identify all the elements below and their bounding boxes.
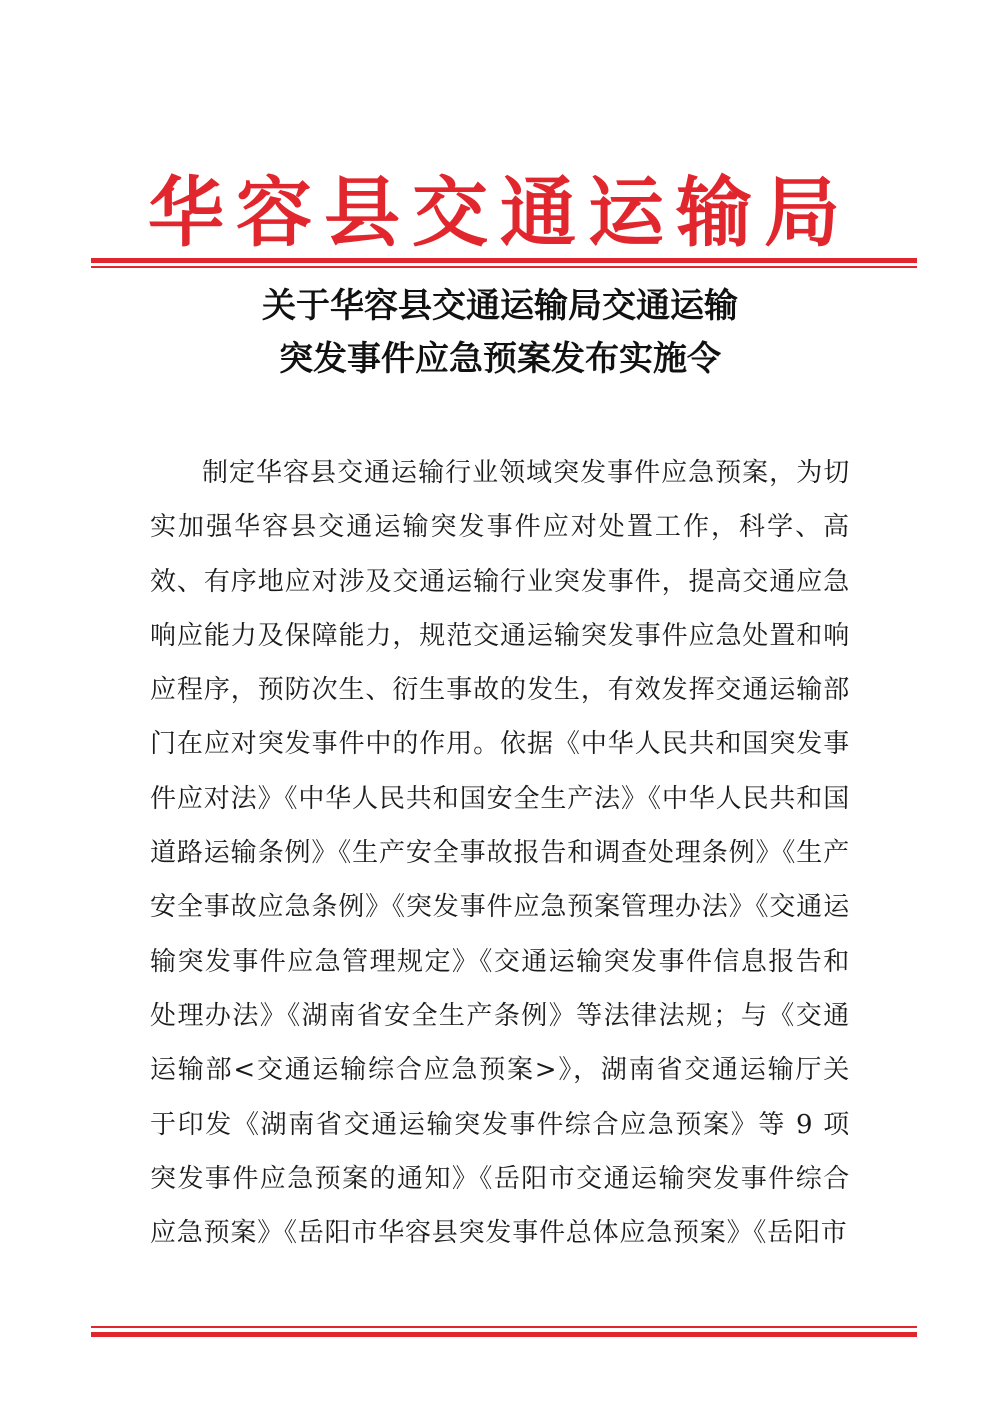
- header-rule-thin: [91, 266, 917, 268]
- footer-rule-thin: [91, 1326, 917, 1328]
- footer-rule-thick: [91, 1332, 917, 1337]
- document-title-line-1: 关于华容县交通运输局交通运输: [262, 286, 738, 326]
- body-paragraph: 制定华容县交通运输行业领域突发事件应急预案，为切实加强华容县交通运输突发事件应对处置工作，科学、高效、有序地应对涉及交通运输行业突发事件，提高交通应急响应能力及保障能力，规范交通运输突发事件应急处置和响应程序，预防次生、衍生事故的发生，有效发挥交通运输部门在应对突发事件中的作用。依据《中华人民共和国突发事件应对法》《中华人民共和国安全生产法》《中华人民共和国道路运输条例》《生产安全事故报告和调查处理条例》《生产安全事故应急条例》《突发事件应急预案管理办法》《交通运输突发事件应急管理规定》《交通运输突发事件信息报告和处理办法》《湖南省安全生产条例》等法律法规；与《交通运输部<交通运输综合应急预案>》，湖南省交通运输厅关于印发《湖南省交通运输突发事件综合应急预案》等 9 项突发事件应急预案的通知》《岳阳市交通运输突发事件综合应急预案》《岳阳市华容县突发事件总体应急预案》《岳阳市: [150, 458, 850, 1249]
- header-rule-thick: [91, 258, 917, 263]
- document-title-line-2: 突发事件应急预案发布实施令: [279, 339, 721, 379]
- issuing-authority-header: 华容县交通运输局: [148, 168, 852, 257]
